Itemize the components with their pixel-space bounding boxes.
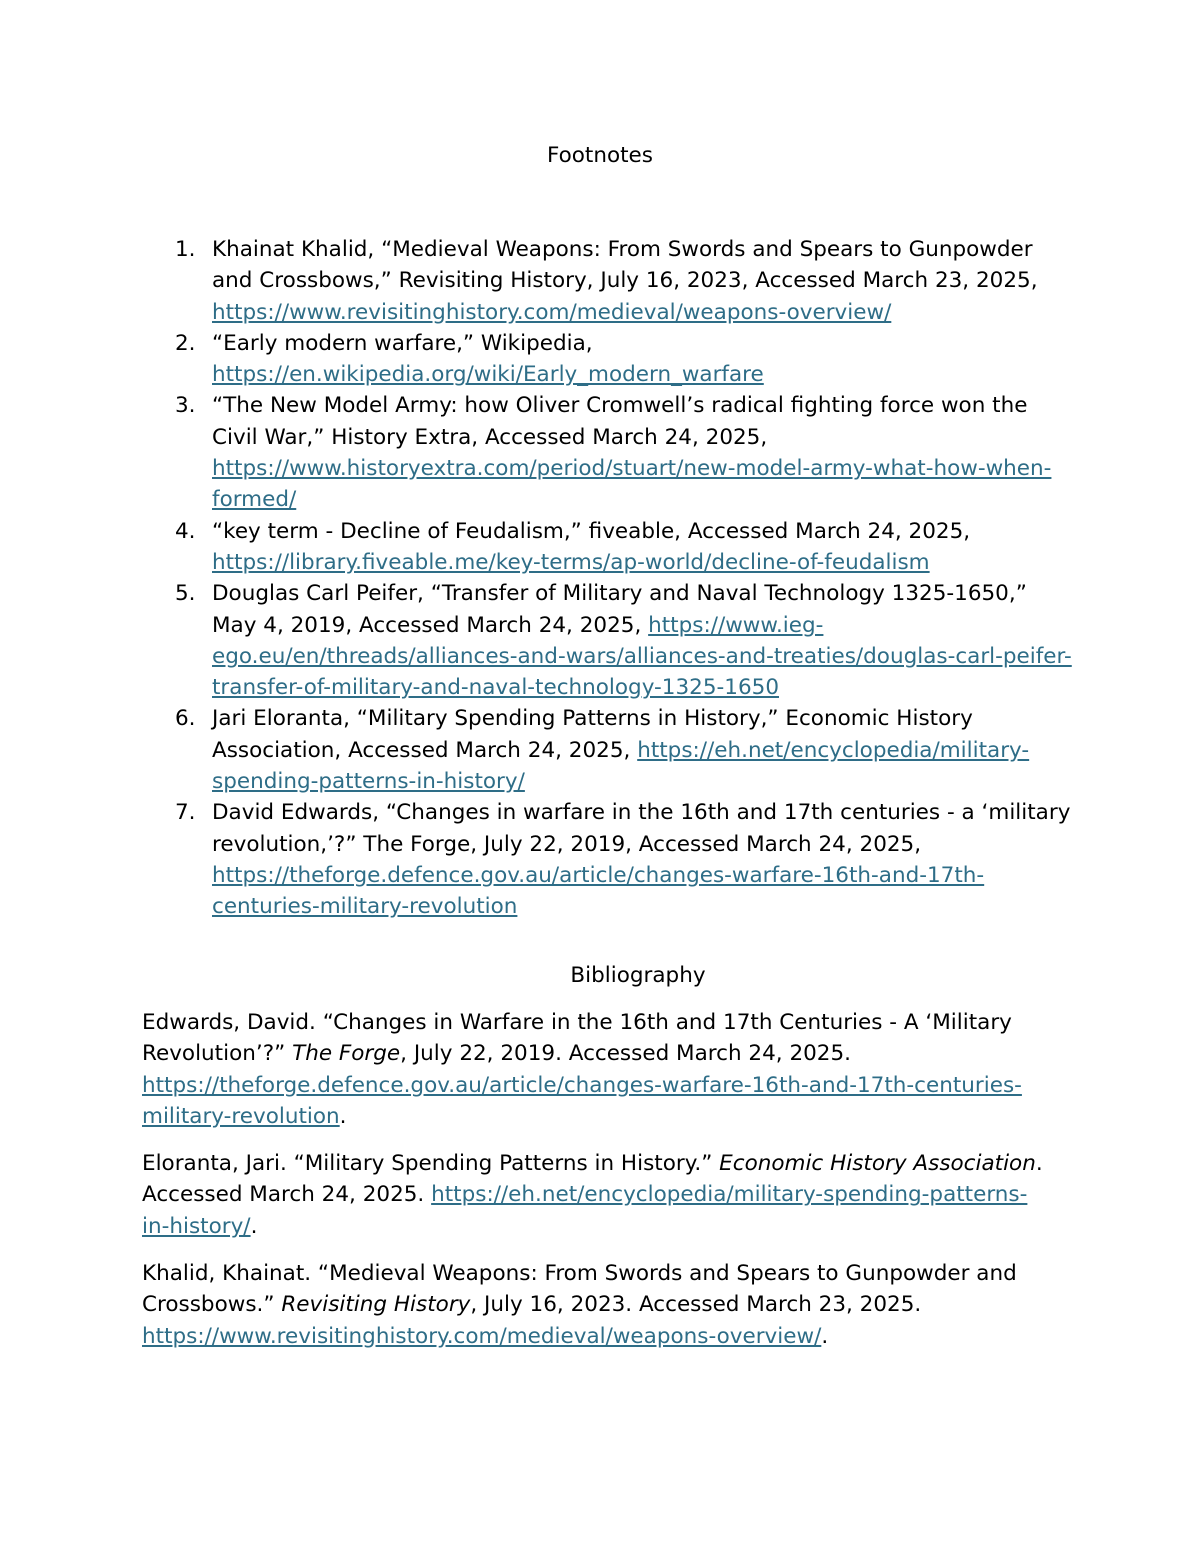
- bibliography-entry: [142, 1258, 1052, 1352]
- footnote-item: [175, 797, 1072, 922]
- bib-link[interactable]: https://www.revisitinghistory.com/medieval/weapons-overview/: [142, 1323, 822, 1349]
- footnote-number: 7.: [175, 800, 196, 826]
- bib-date: , July 22, 2019. Accessed March 24, 2025.: [400, 1041, 851, 1067]
- bib-end: .: [339, 1103, 347, 1129]
- footnote-text: “The New Model Army: how Oliver Cromwell’s radical fighting force won the Civil War,” History Extra, Accessed March 24, 2025,: [212, 393, 1028, 450]
- bib-link[interactable]: https://theforge.defence.gov.au/article/changes-warfare-16th-and-17th-centuries-military-revolution: [142, 1072, 1022, 1129]
- footnote-item: [175, 234, 1072, 328]
- footnote-text: David Edwards, “Changes in warfare in the 16th and 17th centuries - a ‘military revolution,’?” The Forge, July 22, 2019, Accessed March 24, 2025,: [212, 800, 1071, 857]
- footnotes-list: [175, 234, 1072, 923]
- footnote-number: 2.: [175, 330, 196, 356]
- bib-link[interactable]: https://eh.net/encyclopedia/military-spending-patterns-in-history/: [142, 1182, 1028, 1239]
- bibliography-entry: [142, 1007, 1052, 1132]
- footnote-link[interactable]: https://www.historyextra.com/period/stuart/new-model-army-what-how-when-formed/: [212, 456, 1052, 513]
- bibliography-list: [142, 1007, 1052, 1368]
- footnote-link[interactable]: https://theforge.defence.gov.au/article/changes-warfare-16th-and-17th-centuries-military-revolution: [212, 862, 985, 920]
- bib-author-title: Eloranta, Jari. “Military Spending Patterns in History.”: [142, 1151, 720, 1177]
- footnote-text: “Early modern warfare,” Wikipedia,: [212, 330, 593, 356]
- bibliography-title: Bibliography: [570, 963, 706, 988]
- bib-author-title: Khalid, Khainat. “Medieval Weapons: From Swords and Spears to Gunpowder and Crossbows.”: [142, 1261, 1017, 1318]
- footnote-number: 4.: [175, 518, 196, 544]
- footnote-link[interactable]: https://en.wikipedia.org/wiki/Early_modern_warfare: [212, 362, 764, 388]
- footnote-number: 3.: [175, 393, 196, 419]
- footnote-item: [175, 328, 1072, 391]
- bib-date: . Accessed March 24, 2025.: [142, 1151, 1043, 1208]
- bib-end: .: [821, 1323, 829, 1349]
- footnote-link[interactable]: https://www.ieg-ego.eu/en/threads/alliances-and-wars/alliances-and-treaties/douglas-carl-peifer-transfer-of-military-and-naval-technology-1325-1650: [212, 612, 1072, 701]
- footnotes-title: Footnotes: [547, 143, 653, 168]
- footnote-number: 6.: [175, 706, 196, 732]
- bib-author-title: Edwards, David. “Changes in Warfare in the 16th and 17th Centuries - A ‘Military Revolution’?”: [142, 1010, 1012, 1067]
- footnote-link[interactable]: https://eh.net/encyclopedia/military-spending-patterns-in-history/: [212, 737, 1030, 795]
- footnote-number: 1.: [175, 237, 196, 262]
- bib-date: , July 16, 2023. Accessed March 23, 2025.: [470, 1292, 922, 1318]
- footnote-item: [175, 390, 1072, 515]
- footnote-text: Khainat Khalid, “Medieval Weapons: From Swords and Spears to Gunpowder and Crossbows,” Revisiting History, July 16, 2023, Accessed March 23, 2025,: [212, 237, 1038, 294]
- bib-publication: Revisiting History: [281, 1292, 471, 1318]
- footnote-link[interactable]: https://www.revisitinghistory.com/medieval/weapons-overview/: [212, 299, 892, 325]
- bib-publication: Economic History Association: [719, 1151, 1036, 1177]
- footnote-text: Jari Eloranta, “Military Spending Patterns in History,” Economic History Association, Accessed March 24, 2025,: [212, 706, 973, 763]
- footnote-item: [175, 578, 1072, 703]
- footnote-number: 5.: [175, 581, 196, 607]
- bib-end: .: [250, 1213, 258, 1239]
- bibliography-entry: [142, 1148, 1052, 1242]
- footnote-item: [175, 703, 1072, 797]
- footnote-text: “key term - Decline of Feudalism,” fiveable, Accessed March 24, 2025,: [212, 518, 971, 544]
- footnote-text: Douglas Carl Peifer, “Transfer of Military and Naval Technology 1325-1650,” May 4, 2019, Accessed March 24, 2025,: [212, 581, 1027, 638]
- bib-publication: The Forge: [292, 1041, 401, 1067]
- footnote-link[interactable]: https://library.fiveable.me/key-terms/ap-world/decline-of-feudalism: [212, 549, 930, 575]
- footnote-item: [175, 516, 1072, 579]
